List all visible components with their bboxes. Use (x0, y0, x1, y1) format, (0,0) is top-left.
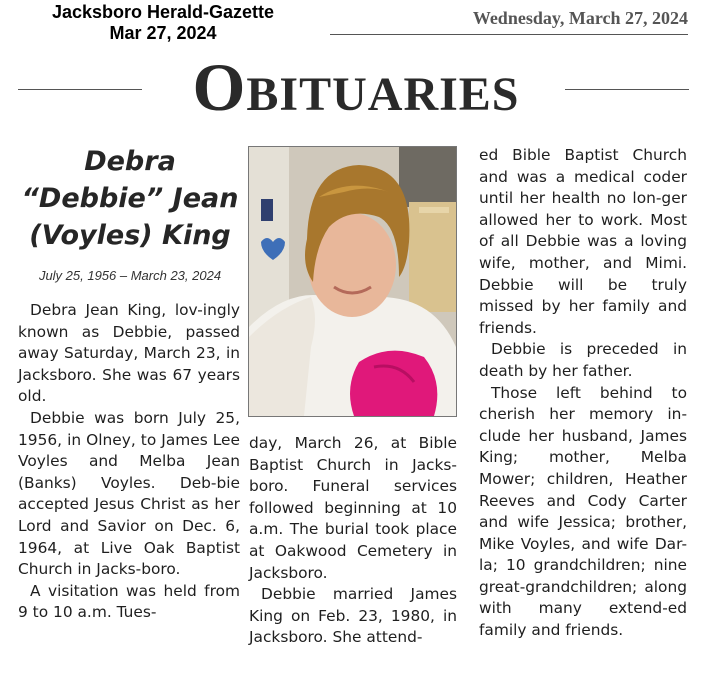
clipping-date: Mar 27, 2024 (109, 23, 217, 43)
portrait-photo (248, 146, 457, 417)
paragraph: day, March 26, at Bible Baptist Church in Jacks-boro. Funeral services followed beginning at 10 a.m. The burial took place at Oakwood Cemetery in Jacksboro. (249, 434, 457, 582)
paragraph: Debbie married James King on Feb. 23, 1980, in Jacksboro. She attend- (249, 585, 457, 647)
paragraph: ed Bible Baptist Church and was a medical coder until her health no lon-ger allowed her to work. Most of all Debbie was a loving wife, mother, and Mimi. Debbie will be truly missed by her family and friends. (479, 146, 687, 337)
paragraph: Debbie was born July 25, 1956, in Olney, to James Lee Voyles and Melba Jean (Banks) Voyles. Deb-bie accepted Jesus Christ as her Lord and Savior on Dec. 6, 1964, at Live Oak Baptist Church in Jacks-boro. (18, 408, 240, 579)
obituary-column-3 (479, 145, 687, 642)
clipping-label (28, 2, 298, 44)
paragraph: A visitation was held from 9 to 10 a.m. Tues- (18, 581, 240, 622)
paragraph: Debbie is preceded in death by her father. (479, 340, 687, 380)
obituary-column-2 (249, 433, 457, 649)
dateline: Wednesday, March 27, 2024 (472, 8, 688, 28)
section-title-rest: BITUARIES (246, 68, 520, 121)
deceased-name (20, 143, 240, 254)
obituary-column-1 (18, 300, 240, 624)
life-dates: July 25, 1956 – March 23, 2024 (38, 268, 222, 283)
name-line: (Voyles) King (29, 220, 231, 251)
paper-name: Jacksboro Herald-Gazette (51, 2, 275, 22)
section-title (0, 49, 712, 130)
name-line: “Debbie” Jean (21, 183, 239, 214)
section-title-initial: O (192, 49, 247, 125)
dateline-rule (330, 34, 688, 35)
paragraph: Debra Jean King, lov-ingly known as Debbie, passed away Saturday, March 23, in Jacksboro. She was 67 years old. (18, 301, 240, 406)
paragraph: Those left behind to cherish her memory in-clude her husband, James King; mother, Melba Mower; children, Heather Reeves and Cody Carter and wife Jessica; brother, Mike Voyles, and wife Dar-la; 10 grandchildren; nine great-grandchildren; along with many extend-ed family and friends. (479, 383, 687, 640)
name-line: Debra (84, 146, 176, 177)
